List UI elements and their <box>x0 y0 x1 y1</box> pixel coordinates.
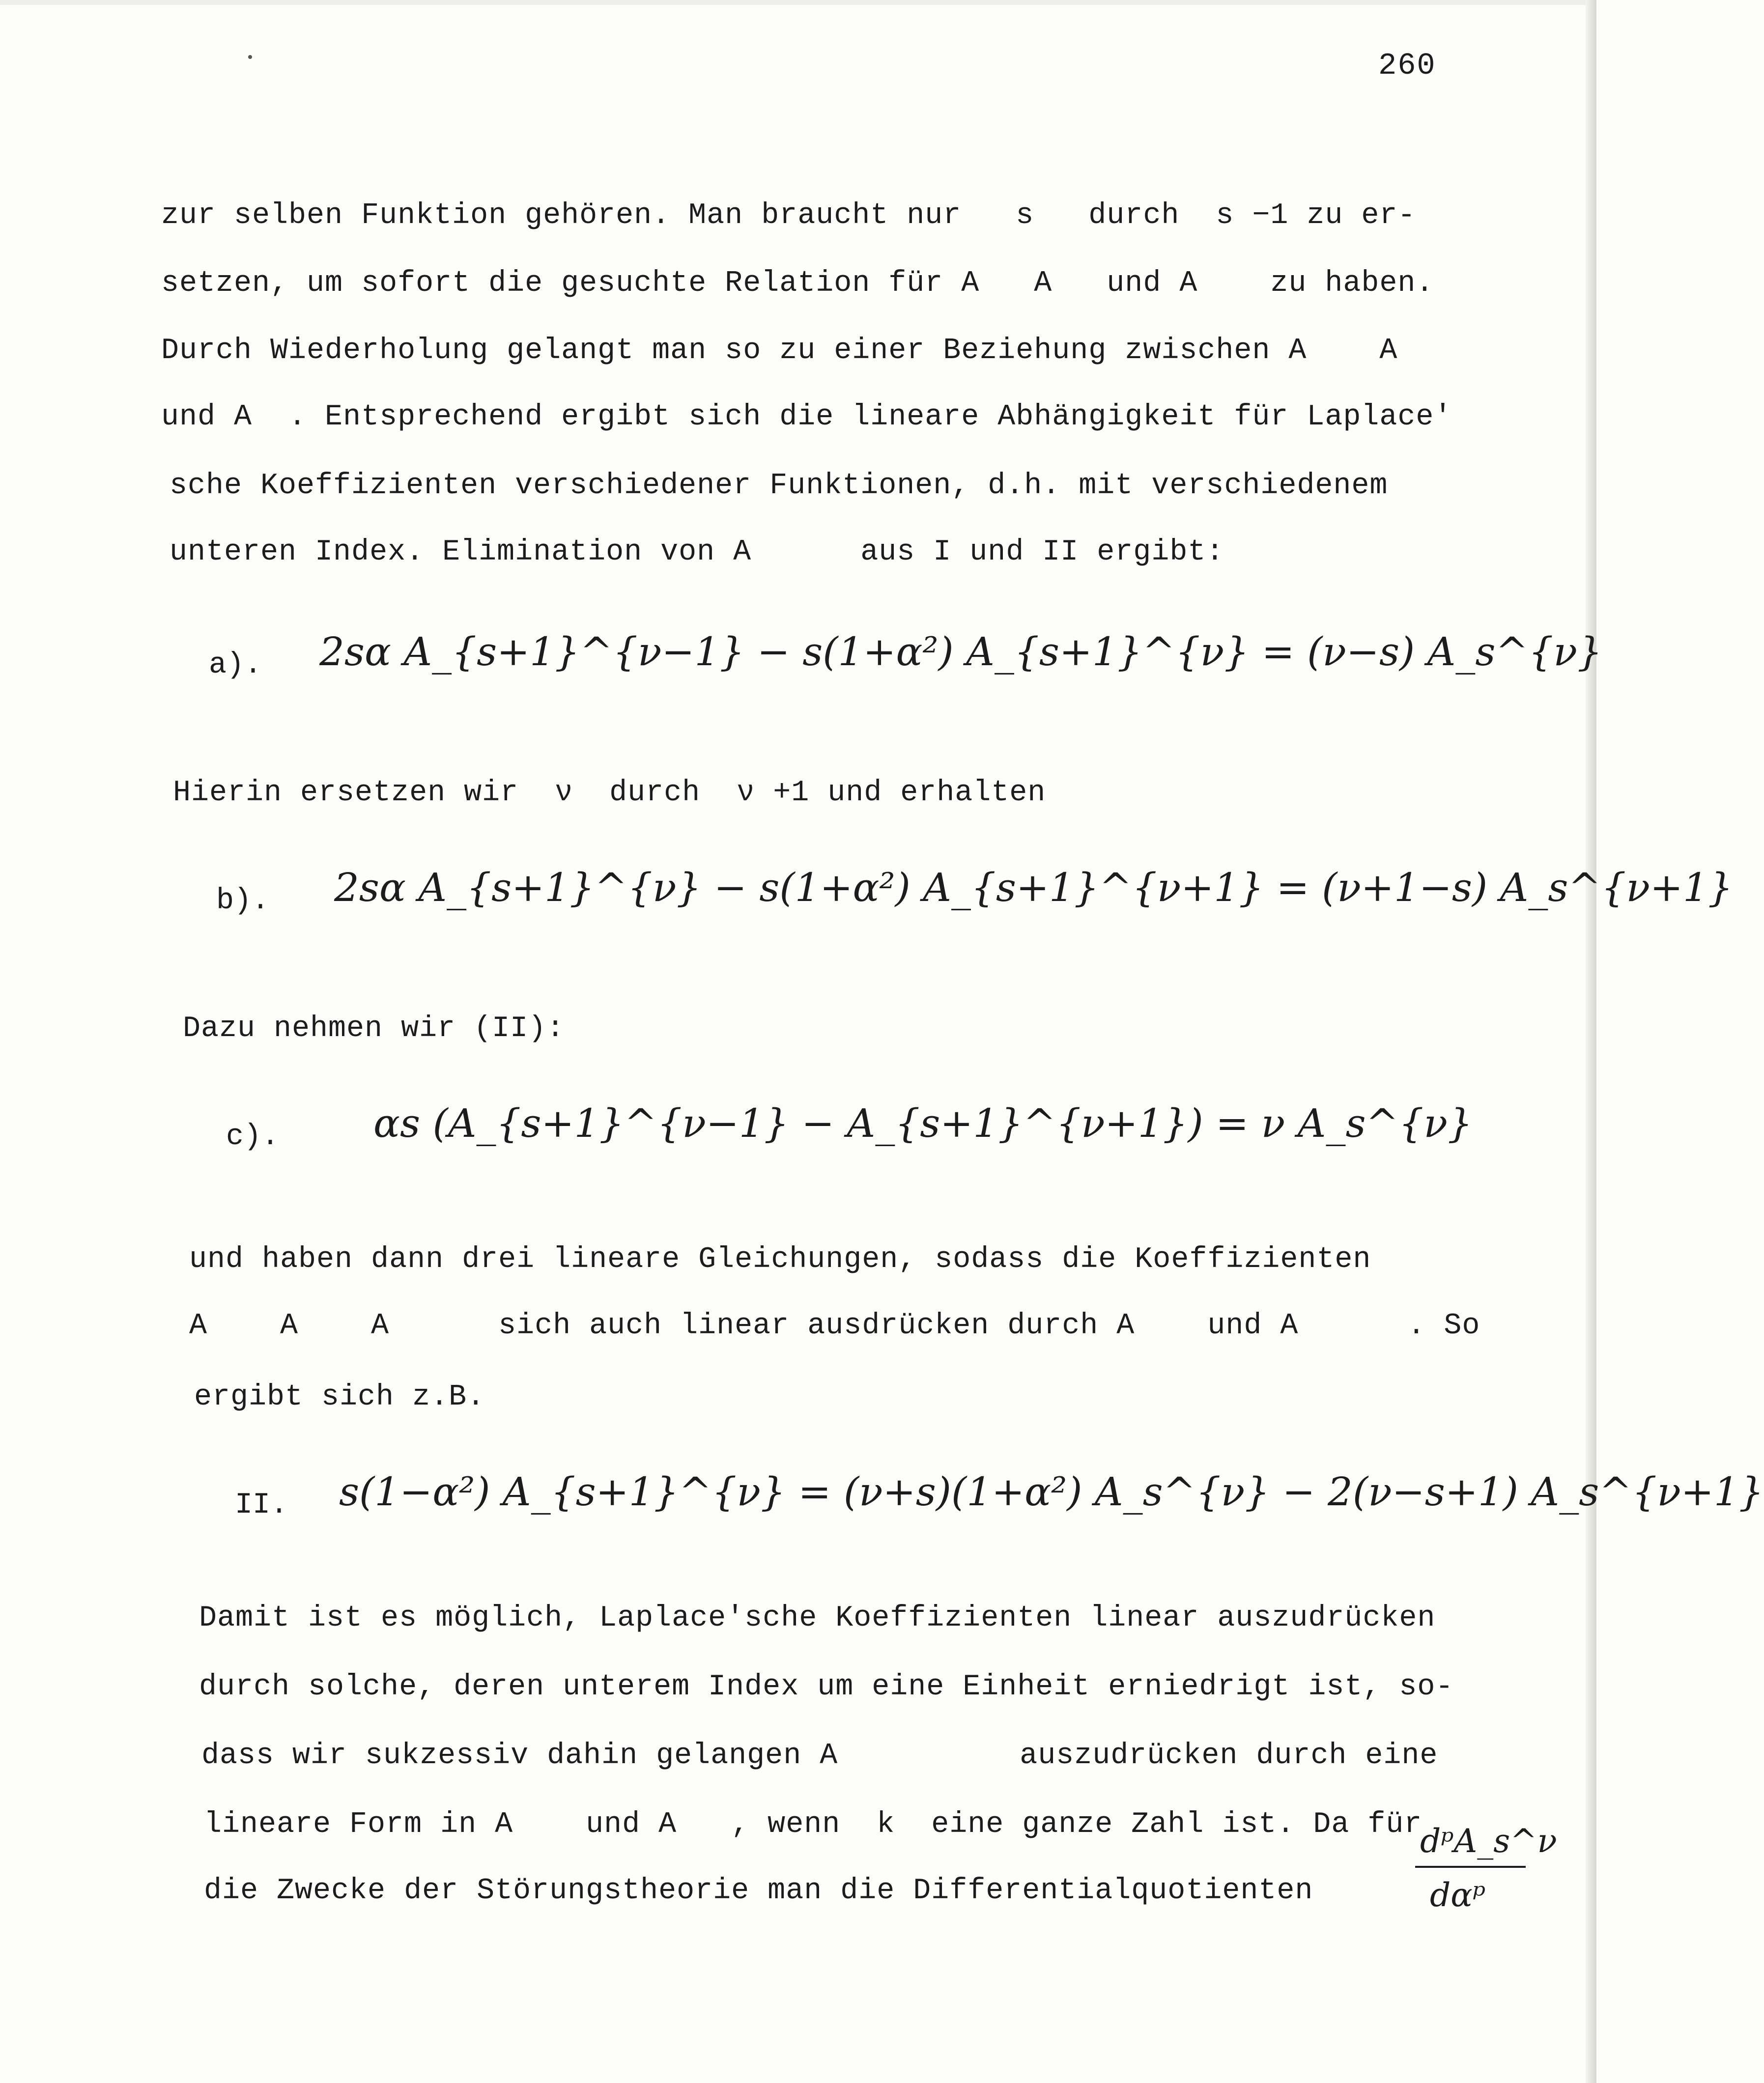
differential-quotient-fraction <box>1410 1813 1557 1921</box>
paragraph2-line-1: und haben dann drei lineare Gleichungen, sodass die Koeffizienten <box>189 1243 1371 1276</box>
paragraph1-line-2: setzen, um sofort die gesuchte Relation für A A und A zu haben. <box>161 267 1434 300</box>
fraction-numerator: dᵖA_s^ν <box>1420 1822 1557 1860</box>
paragraph3-line-4: lineare Form in A und A , wenn k eine ganze Zahl ist. Da für <box>204 1808 1423 1841</box>
paragraph3-line-5: die Zwecke der Störungstheorie man die Differentialquotienten <box>204 1874 1313 1908</box>
equation-a-formula: 2sα A_{s+1}^{ν−1} − s(1+α²) A_{s+1}^{ν} = (ν−s) A_s^{ν} <box>319 629 1602 675</box>
paragraph3-line-3: dass wir sukzessiv dahin gelangen A auszudrücken durch eine <box>201 1739 1438 1773</box>
paragraph3-line-1: Damit ist es möglich, Laplace'sche Koeffizienten linear auszudrücken <box>199 1602 1436 1635</box>
equation-ii-formula: s(1−α²) A_{s+1}^{ν} = (ν+s)(1+α²) A_s^{ν} − 2(ν−s+1) A_s^{ν+1} <box>339 1469 1764 1515</box>
equation-c-label: c). <box>226 1120 280 1154</box>
page-number: 260 <box>1378 48 1436 83</box>
hierin-line: Hierin ersetzen wir ν durch ν +1 und erhalten <box>173 776 1046 810</box>
paragraph1-line-6: unteren Index. Elimination von A aus I und II ergibt: <box>170 535 1224 569</box>
paragraph1-line-3: Durch Wiederholung gelangt man so zu einer Beziehung zwischen A A <box>161 334 1398 367</box>
ink-speck <box>248 55 252 59</box>
equation-a-label: a). <box>209 648 262 682</box>
dazu-line: Dazu nehmen wir (II): <box>183 1012 565 1045</box>
page-top-edge <box>0 0 1596 5</box>
equation-b-formula: 2sα A_{s+1}^{ν} − s(1+α²) A_{s+1}^{ν+1} = (ν+1−s) A_s^{ν+1} <box>334 865 1733 910</box>
equation-ii-label: II. <box>235 1489 288 1522</box>
paragraph2-line-3: ergibt sich z.B. <box>194 1380 485 1414</box>
fraction-denominator: dαᵖ <box>1430 1876 1486 1914</box>
paragraph2-line-2: A A A sich auch linear ausdrücken durch A und A . So <box>189 1309 1480 1343</box>
fraction-svg <box>1410 1813 1557 1921</box>
paragraph1-line-4: und A . Entsprechend ergibt sich die lineare Abhängigkeit für Laplace' <box>161 400 1452 434</box>
page-right-edge <box>1586 0 1596 2083</box>
equation-b-label: b). <box>216 884 270 918</box>
paragraph1-line-1: zur selben Funktion gehören. Man braucht nur s durch s −1 zu er- <box>161 199 1416 232</box>
paragraph1-line-5: sche Koeffizienten verschiedener Funktionen, d.h. mit verschiedenem <box>170 469 1388 503</box>
paragraph3-line-2: durch solche, deren unterem Index um eine Einheit erniedrigt ist, so- <box>199 1670 1454 1704</box>
equation-c-formula: αs (A_{s+1}^{ν−1} − A_{s+1}^{ν+1}) = ν A_s^{ν} <box>373 1100 1473 1146</box>
